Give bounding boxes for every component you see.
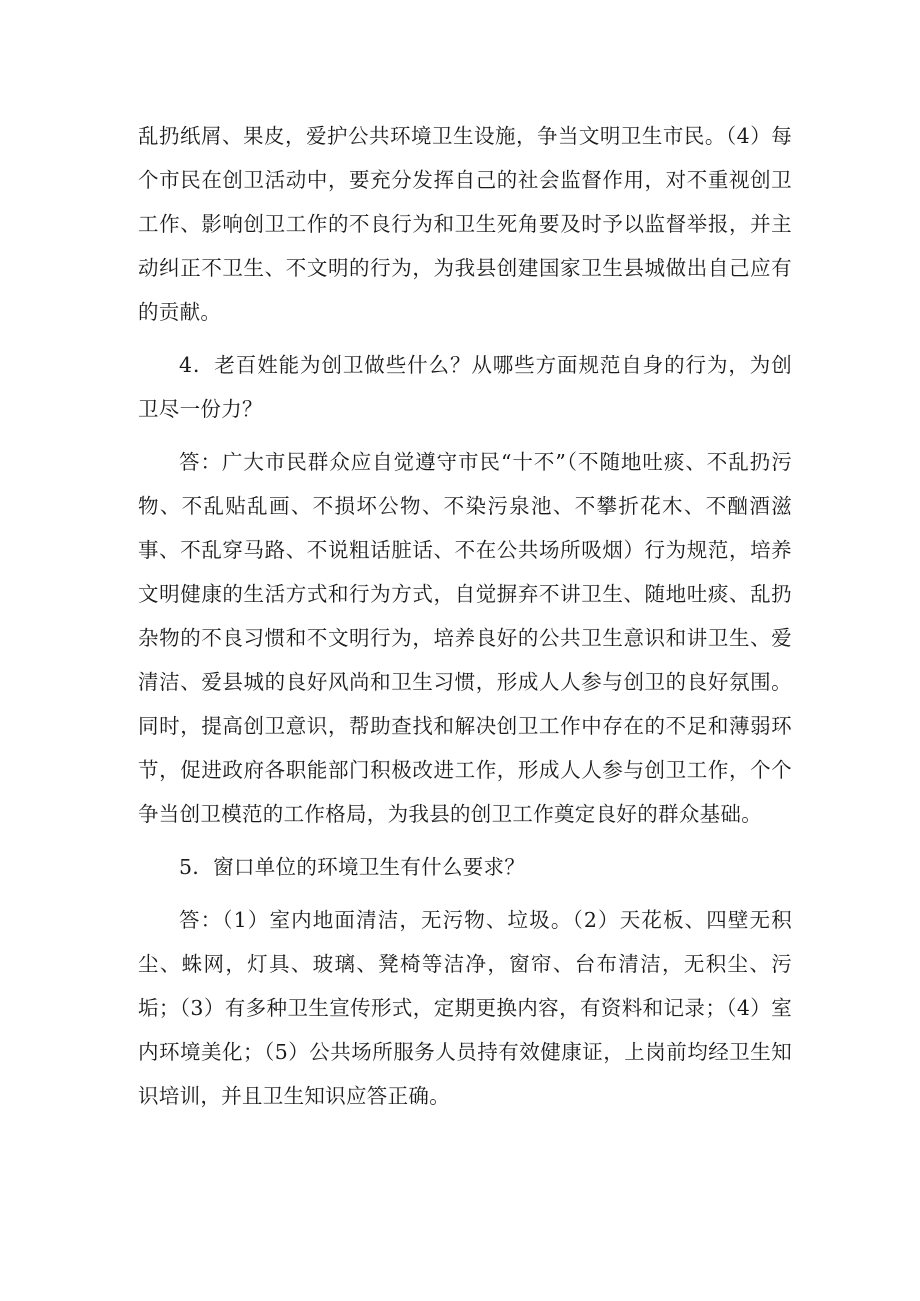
question-4: 4．老百姓能为创卫做些什么？从哪些方面规范自身的行为，为创卫尽一份力？ [138, 353, 792, 421]
answer-4: 答：广大市民群众应自觉遵守市民“十不”（不随地吐痰、不乱扔污物、不乱贴乱画、不损坏公物、不染污泉池、不攀折花木、不酗酒滋事、不乱穿马路、不说粗话脏话、不在公共场所吸烟）行为规范，培养文明健康的生活方式和行为方式，自觉摒弃不讲卫生、随地吐痰、乱扔杂物的不良习惯和不文明行为，培养良好的公共卫生意识和讲卫生、爱清洁、爱县城的良好风尚和卫生习惯，形成人人参与创卫的良好氛围。同时，提高创卫意识，帮助查找和解决创卫工作中存在的不足和薄弱环节，促进政府各职能部门积极改进工作，形成人人参与创卫工作，个个争当创卫模范的工作格局，为我县的创卫工作奠定良好的群众基础。 [138, 450, 792, 826]
paragraph-continuation: 乱扔纸屑、果皮，爱护公共环境卫生设施，争当文明卫生市民。（4）每个市民在创卫活动中，要充分发挥自己的社会监督作用，对不重视创卫工作、影响创卫工作的不良行为和卫生死角要及时予以监督举报，并主动纠正不卫生、不文明的行为，为我县创建国家卫生县城做出自己应有的贡献。 [138, 124, 792, 324]
document-body [138, 114, 792, 1118]
question-5: 5．窗口单位的环境卫生有什么要求？ [179, 855, 526, 879]
answer-5: 答：（1）室内地面清洁，无污物、垃圾。（2）天花板、四壁无积尘、蛛网，灯具、玻璃、凳椅等洁净，窗帘、台布清洁，无积尘、污垢；（3）有多种卫生宣传形式，定期更换内容，有资料和记录；（4）室内环境美化；（5）公共场所服务人员持有效健康证，上岗前均经卫生知识培训，并且卫生知识应答正确。 [138, 908, 792, 1108]
